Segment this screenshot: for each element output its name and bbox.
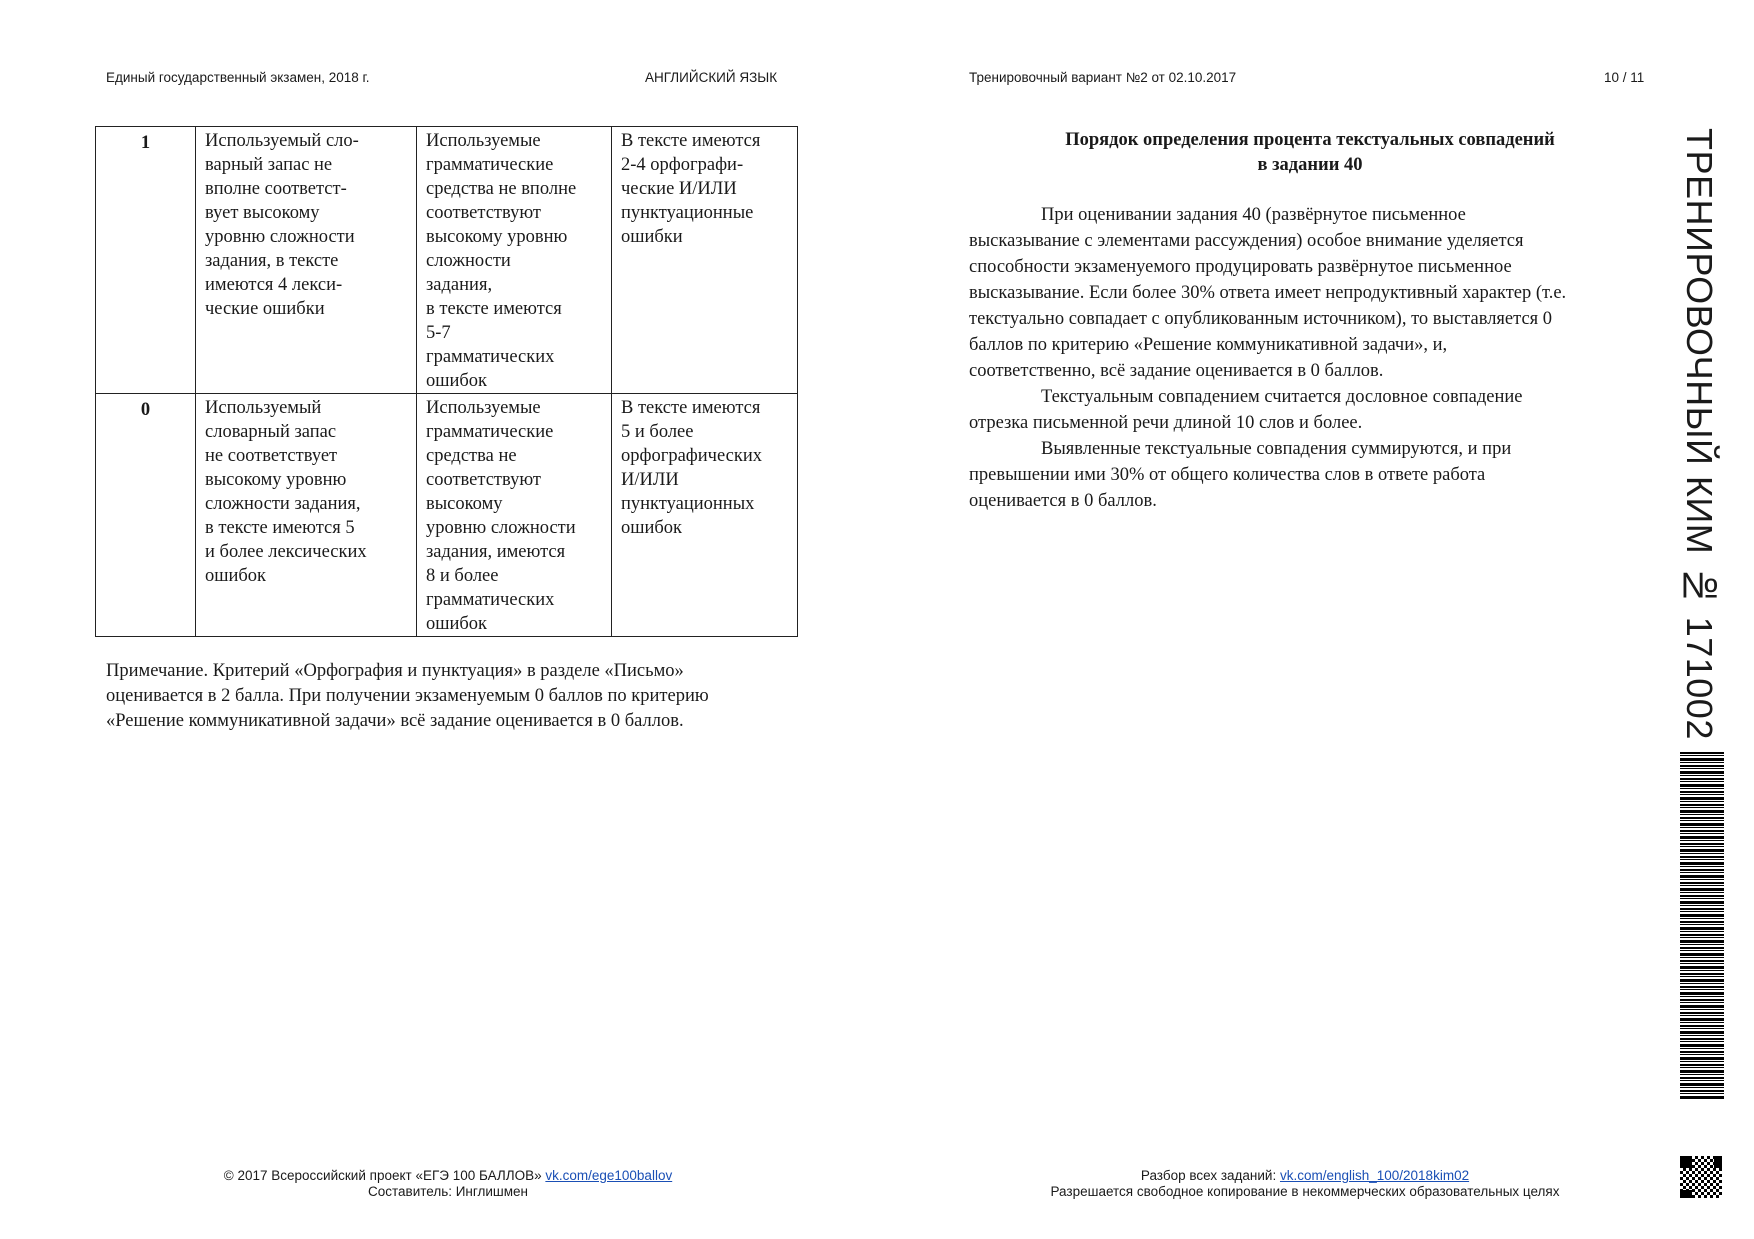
- footer-left: [203, 1168, 693, 1200]
- table-row: [96, 127, 798, 394]
- grammar-cell: Используемые грамматические средства не соответствуют высокому уровню сложности задания, имеются 8 и более грамматических ошибок: [417, 394, 612, 637]
- paragraph: Выявленные текстуальные совпадения суммируются, и при превышении ими 30% от общего количества слов в ответе работа оценивается в 0 баллов.: [969, 439, 1512, 511]
- footer-analysis-link[interactable]: vk.com/english_100/2018kim02: [1279, 1168, 1470, 1183]
- section-body: [969, 202, 1659, 514]
- score-cell: 0: [96, 394, 196, 637]
- kim-vertical-title: ТРЕНИРОВОЧНЫЙ КИМ № 171002: [1679, 128, 1720, 740]
- qr-code: [1678, 1154, 1724, 1200]
- header-subject: АНГЛИЙСКИЙ ЯЗЫК: [645, 70, 778, 85]
- lexis-cell: Используемый сло- варный запас не вполне соответст- вует высокому уровню сложности задания, в тексте имеются 4 лекси- ческие ошибки: [196, 127, 417, 394]
- paragraph: Текстуальным совпадением считается дословное совпадение отрезка письменной речи длиной 10 слов и более.: [969, 387, 1523, 433]
- footer-copyright: © 2017 Всероссийский проект «ЕГЭ 100 БАЛЛОВ»: [223, 1168, 542, 1183]
- header-exam-title: Единый государственный экзамен, 2018 г.: [106, 70, 370, 85]
- footer-license: Разрешается свободное копирование в некоммерческих образовательных целях: [1050, 1184, 1560, 1199]
- criteria-table: [95, 126, 798, 637]
- lexis-cell: Используемый словарный запас не соответствует высокому уровню сложности задания, в тексте имеются 5 и более лексических ошибок: [196, 394, 417, 637]
- spelling-cell: В тексте имеются 2-4 орфографи- ческие И/ИЛИ пунктуационные ошибки: [612, 127, 798, 394]
- spelling-cell: В тексте имеются 5 и более орфографических И/ИЛИ пунктуационных ошибок: [612, 394, 798, 637]
- header-page-number: 10 / 11: [1604, 70, 1645, 85]
- footer-analysis-label: Разбор всех заданий:: [1140, 1168, 1277, 1183]
- grammar-cell: Используемые грамматические средства не вполне соответствуют высокому уровню сложности задания, в тексте имеются 5-7 грамматических ошибок: [417, 127, 612, 394]
- paragraph: При оценивании задания 40 (развёрнутое письменное высказывание с элементами рассуждения) особое внимание уделяется способности экзаменуемого продуцировать развёрнутое письменное высказывание. Если более 30% ответа имеет непродуктивный характер (т.е. текстуально совпадает с опубликованным источником), то выставляется 0 баллов по критерию «Решение коммуникативной задачи», и, соответственно, всё задание оценивается в 0 баллов.: [969, 205, 1567, 381]
- note-paragraph: Примечание. Критерий «Орфография и пунктуация» в разделе «Письмо» оценивается в 2 балла. При получении экзаменуемым 0 баллов по критерию «Решение коммуникативной задачи» всё задание оценивается в 0 баллов.: [106, 661, 709, 731]
- section-title: Порядок определения процента текстуальных совпадений в задании 40: [1065, 130, 1555, 175]
- barcode: [1680, 752, 1724, 1100]
- footer-right: [1020, 1168, 1590, 1200]
- footer-compiler: Составитель: Инглишмен: [367, 1184, 529, 1199]
- score-cell: 1: [96, 127, 196, 394]
- table-row: [96, 394, 798, 637]
- footer-vk-link[interactable]: vk.com/ege100ballov: [545, 1168, 673, 1183]
- header-variant: Тренировочный вариант №2 от 02.10.2017: [969, 70, 1237, 85]
